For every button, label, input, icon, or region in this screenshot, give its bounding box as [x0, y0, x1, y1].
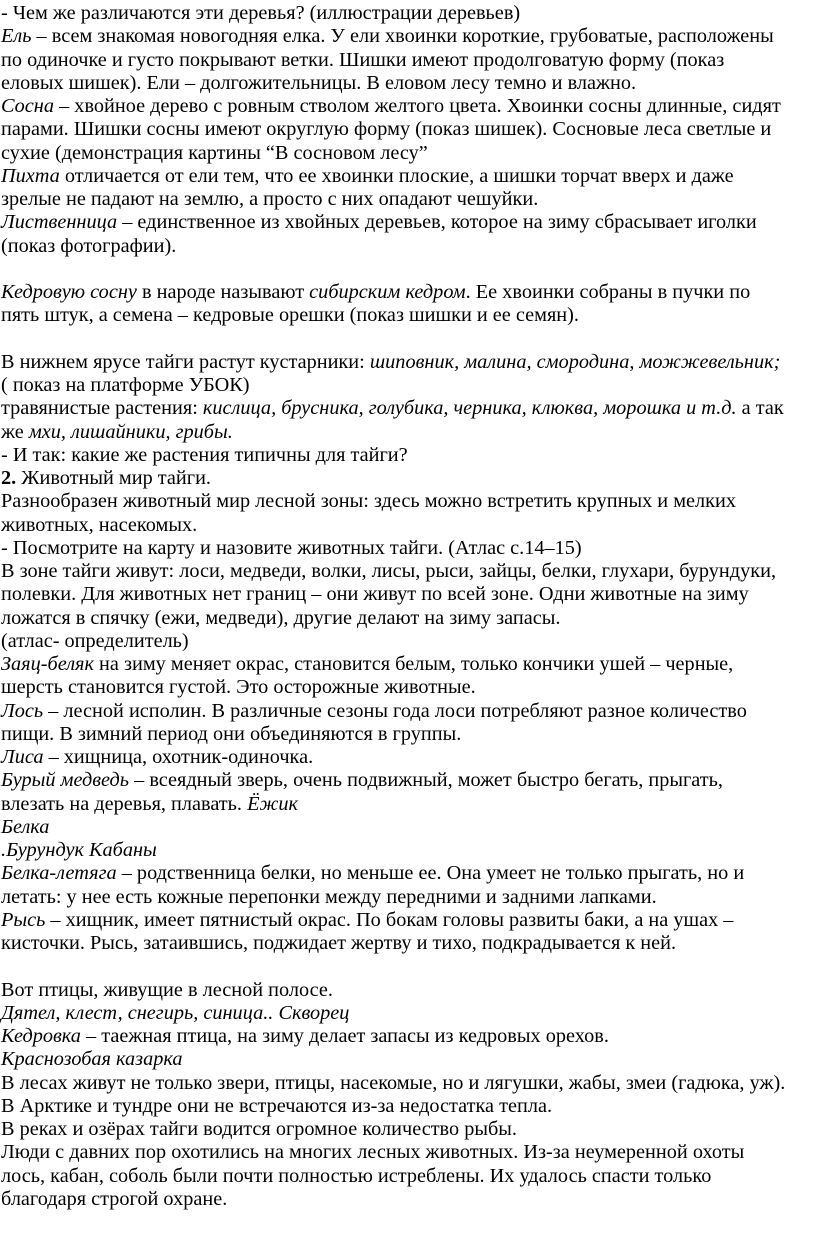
text-segment: пять штук, а семена – кедровые орешки (показ шишки и ее семян). — [1, 304, 579, 327]
italic-term: Краснозобая казарка — [1, 1048, 183, 1071]
text-line — [1, 467, 816, 490]
text-segment: – единственное из хвойных деревьев, которое на зиму сбрасывает иголки — [117, 211, 757, 234]
text-segment: а так — [736, 397, 784, 420]
italic-term: Рысь — [1, 908, 46, 931]
text-line — [1, 746, 816, 769]
text-line — [1, 421, 816, 444]
text-segment: В Арктике и тундре они не встречаются из-за недостатка тепла. — [1, 1094, 553, 1117]
text-line — [1, 95, 816, 118]
text-line — [1, 188, 816, 211]
text-line — [1, 1165, 816, 1188]
text-line — [1, 607, 816, 630]
text-segment: – таежная птица, на зиму делает запасы из кедровых орехов. — [80, 1025, 609, 1047]
text-segment: шерсть становится густой. Это осторожные животные. — [1, 676, 476, 699]
text-segment: – хвойное дерево с ровным стволом желтого цвета. Хвоинки сосны длинные, сидят — [54, 95, 781, 117]
text-segment: - Посмотрите на карту и назовите животных тайги. (Атлас с.14–15) — [1, 536, 582, 559]
text-segment: парами. Шишки сосны имеют округлую форму (показ шишек). Сосновые леса светлые и — [1, 118, 772, 141]
text-segment: – лесной исполин. В различные сезоны года лоси потребляют разное количество — [43, 699, 747, 722]
text-segment: травянистые растения: — [1, 397, 203, 420]
text-line — [1, 397, 816, 420]
text-line — [1, 793, 816, 816]
text-segment: - Чем же различаются эти деревья? (иллюстрации деревьев) — [1, 2, 521, 24]
italic-term: .Бурундук Кабаны — [1, 839, 157, 861]
italic-term: Кедровка — [1, 1025, 81, 1047]
text-line — [1, 304, 816, 327]
text-line — [1, 653, 816, 676]
text-segment: в народе называют — [136, 281, 310, 303]
text-segment: – хищница, охотник-одиночка. — [43, 746, 314, 768]
text-segment: отличается от ели тем, что ее хвоинки плоские, а шишки торчат вверх и даже — [59, 164, 734, 187]
text-segment: благодаря строгой охране. — [1, 1187, 228, 1210]
text-line — [1, 2, 816, 25]
italic-term: Белка-летяга — [1, 862, 117, 885]
text-line — [1, 211, 816, 234]
text-line — [1, 537, 816, 560]
text-line — [1, 560, 816, 583]
text-line — [1, 979, 816, 1002]
text-line — [1, 165, 816, 188]
text-line — [1, 72, 816, 95]
text-line — [1, 351, 816, 374]
text-segment: Разнообразен животный мир лесной зоны: здесь можно встретить крупных и мелких — [1, 490, 737, 513]
italic-term: Пихта — [1, 164, 60, 187]
text-line — [1, 1141, 816, 1164]
text-line — [1, 816, 816, 839]
text-segment: . Ее хвоинки собраны в пучки по — [465, 281, 751, 303]
text-segment: В лесах живут не только звери, птицы, насекомые, но и лягушки, жабы, змеи (гадюка, уж). — [1, 1071, 786, 1094]
text-segment: ложатся в спячку (ежи, медведи), другие делают на зиму запасы. — [1, 606, 561, 629]
text-line — [1, 444, 816, 467]
text-line — [1, 281, 816, 304]
text-line — [1, 49, 816, 72]
text-line — [1, 932, 816, 955]
text-line — [1, 700, 816, 723]
text-line — [1, 1118, 816, 1141]
text-segment: лось, кабан, соболь были почти полностью истреблены. Их удалось спасти только — [1, 1164, 712, 1187]
text-segment: (показ фотографии). — [1, 234, 177, 257]
italic-term: кислица, брусника, голубика, черника, клюква, морошка и т.д. — [202, 397, 737, 420]
italic-term: Лось — [1, 699, 44, 722]
text-segment: летать: у нее есть кожные перепонки между передними и задними лапками. — [1, 885, 657, 908]
text-line — [1, 25, 816, 48]
text-line — [1, 1048, 816, 1071]
italic-term: Ёжик — [247, 792, 298, 815]
text-segment: В нижнем ярусе тайги растут кустарники: — [1, 350, 370, 373]
text-segment: на зиму меняет окрас, становится белым, только кончики ушей – черные, — [93, 653, 734, 675]
italic-term: Дятел, клест, снегирь, синица.. Скворец — [1, 1001, 350, 1024]
italic-term: Кедровую сосну — [1, 281, 137, 303]
text-segment: В реках и озёрах тайги водится огромное количество рыбы. — [1, 1118, 517, 1140]
text-segment: – хищник, имеет пятнистый окрас. По бокам головы развиты баки, а на ушах – — [45, 908, 734, 931]
text-segment: сухие (демонстрация картины “В сосновом лесу” — [1, 141, 428, 164]
text-segment: Животный мир тайги. — [16, 467, 211, 489]
italic-term: Белка — [1, 815, 50, 838]
text-line — [1, 630, 816, 653]
italic-term: Заяц-беляк — [1, 653, 94, 675]
text-line — [1, 1002, 816, 1025]
text-segment: по одиночке и густо покрывают ветки. Шишки имеют продолговатую форму (показ — [1, 48, 725, 71]
text-line — [1, 769, 816, 792]
text-segment: влезать на деревья, плавать. — [1, 792, 248, 815]
section-number: 2. — [1, 467, 17, 489]
text-segment: – родственница белки, но меньше ее. Она умеет не только прыгать, но и — [116, 862, 745, 885]
text-line — [1, 676, 816, 699]
text-segment: кисточки. Рысь, затаившись, поджидает жертву и тихо, подкрадывается к ней. — [1, 932, 677, 954]
text-line — [1, 1072, 816, 1095]
text-line — [1, 374, 816, 397]
text-line — [1, 909, 816, 932]
text-line — [1, 1188, 816, 1211]
text-line — [1, 514, 816, 537]
text-segment: зрелые не падают на землю, а просто с них опадают чешуйки. — [1, 188, 539, 210]
italic-term: мхи, лишайники, грибы. — [28, 420, 233, 443]
text-segment: - И так: какие же растения типичны для тайги? — [1, 443, 408, 466]
text-line — [1, 1095, 816, 1118]
italic-term: Лиственница — [1, 211, 118, 234]
italic-term: Ель — [1, 25, 32, 48]
text-line — [1, 583, 816, 606]
text-segment: ( показ на платформе УБОК) — [1, 374, 250, 396]
italic-term: Сосна — [1, 95, 55, 117]
text-segment: еловых шишек). Ели – долгожительницы. В еловом лесу темно и влажно. — [1, 71, 637, 94]
italic-term: сибирским кедром — [309, 281, 466, 303]
blank-line — [1, 328, 816, 351]
text-line — [1, 235, 816, 258]
blank-line — [1, 955, 816, 978]
text-line — [1, 723, 816, 746]
text-segment: В зоне тайги живут: лоси, медведи, волки, лисы, рыси, зайцы, белки, глухари, бурундуки, — [1, 560, 777, 582]
text-segment: Вот птицы, живущие в лесной полосе. — [1, 978, 333, 1001]
text-segment: (атлас- определитель) — [1, 629, 189, 652]
text-line — [1, 1025, 816, 1048]
text-line — [1, 839, 816, 862]
text-segment: Люди с давних пор охотились на многих лесных животных. Из-за неумеренной охоты — [1, 1141, 745, 1164]
text-segment: животных, насекомых. — [1, 513, 198, 536]
text-segment: – всеядный зверь, очень подвижный, может быстро бегать, прыгать, — [129, 769, 723, 792]
text-line — [1, 886, 816, 909]
italic-term: Лиса — [1, 746, 44, 768]
text-segment: полевки. Для животных нет границ – они живут по всей зоне. Одни животные на зиму — [1, 583, 749, 606]
text-segment: – всем знакомая новогодняя елка. У ели хвоинки короткие, грубоватые, расположены — [31, 25, 774, 48]
text-line — [1, 490, 816, 513]
text-line — [1, 118, 816, 141]
italic-term: Бурый медведь — [1, 769, 130, 792]
italic-term: шиповник, малина, смородина, можжевельник; — [369, 350, 781, 373]
text-segment: пищи. В зимний период они объединяются в группы. — [1, 722, 462, 745]
text-segment: же — [1, 420, 29, 443]
text-line — [1, 142, 816, 165]
blank-line — [1, 258, 816, 281]
text-line — [1, 862, 816, 885]
